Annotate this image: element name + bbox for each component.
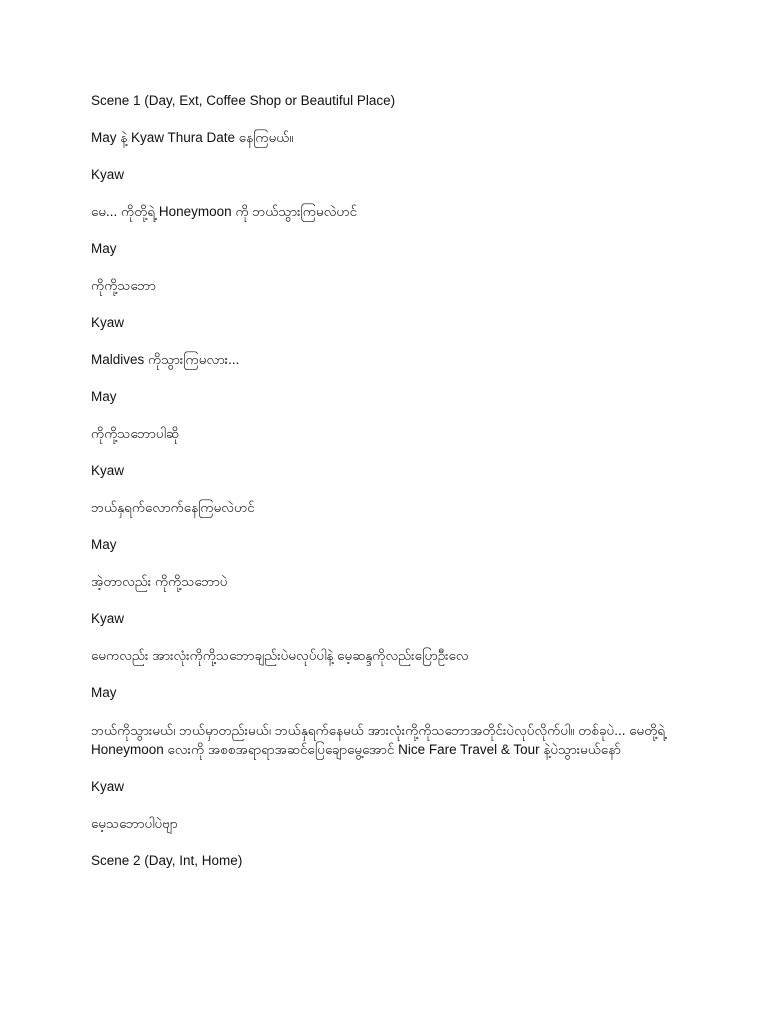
dialogue-line: အဲ့တာလည်း ကိုကို့သဘောပဲ bbox=[91, 574, 228, 589]
dialogue-line: ကိုကို့သဘောပါဆို bbox=[91, 426, 179, 441]
dialogue-line: ဘယ်ကိုသွားမယ်၊ ဘယ်မှာတည်းမယ်၊ ဘယ်နှရက်နေမယ် အားလုံးကို့ကိုသဘောအတိုင်းပဲလုပ်လိုက်ပါ။ တစ်ခုပဲ... မေတို့ရဲ့ Honeymoon လေးကို အစစအရာရာအဆင်ပြေချောမွေ့အောင် Nice Fare Travel & Tour နဲ့ပဲသွားမယ်နော် bbox=[91, 723, 669, 757]
dialogue-line: မေ... ကိုတို့ရဲ့ Honeymoon ကို ဘယ်သွားကြမလဲဟင် bbox=[91, 204, 358, 219]
speaker-name: May bbox=[91, 389, 117, 404]
speaker-name: May bbox=[91, 537, 117, 552]
scene-heading: Scene 1 (Day, Ext, Coffee Shop or Beautiful Place) bbox=[91, 93, 396, 108]
speaker-name: Kyaw bbox=[91, 315, 125, 330]
speaker-name: May bbox=[91, 241, 117, 256]
dialogue-line: မေ့သဘောပါပဲဗျာ bbox=[91, 816, 178, 831]
speaker-name: Kyaw bbox=[91, 611, 125, 626]
speaker-name: Kyaw bbox=[91, 463, 125, 478]
dialogue-line: မေကလည်း အားလုံးကိုကို့သဘောချည်းပဲမလုပ်ပါနဲ့ မေ့ဆန္ဒကိုလည်းပြောဦးလေ bbox=[91, 648, 469, 663]
script-document bbox=[91, 92, 691, 889]
dialogue-line: ကိုကို့သဘော bbox=[91, 278, 156, 293]
scene-heading: Scene 2 (Day, Int, Home) bbox=[91, 853, 243, 868]
speaker-name: Kyaw bbox=[91, 779, 125, 794]
scene-description: May နဲ့ Kyaw Thura Date နေကြမယ်။ bbox=[91, 130, 294, 145]
speaker-name: May bbox=[91, 685, 117, 700]
dialogue-line: ဘယ်နှရက်လောက်နေကြမလဲဟင် bbox=[91, 500, 255, 515]
dialogue-line: Maldives ကိုသွားကြမလား... bbox=[91, 352, 240, 367]
speaker-name: Kyaw bbox=[91, 167, 125, 182]
